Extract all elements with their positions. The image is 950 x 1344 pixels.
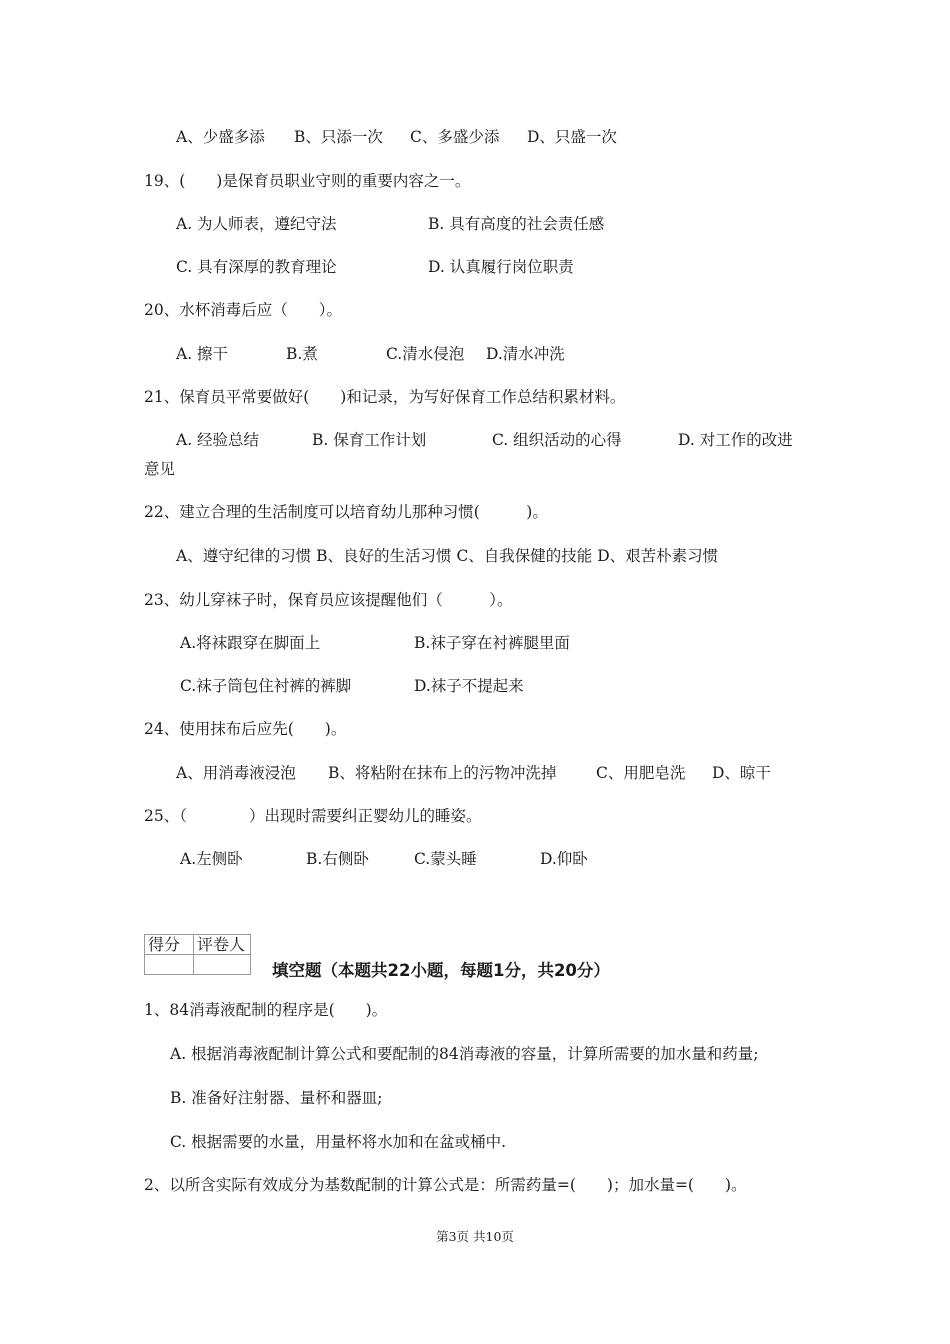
grader-cell (194, 955, 251, 975)
q18-option-c: C、多盛少添 (410, 128, 500, 146)
q25-stem: 25、（ ）出现时需要纠正婴幼儿的睡姿。 (144, 807, 482, 825)
q23-option-a: A.将袜跟穿在脚面上 (180, 634, 321, 652)
q23-stem: 23、幼儿穿袜子时，保育员应该提醒他们（ ）。 (144, 591, 513, 609)
q23-option-c: C.袜子筒包住衬裤的裤脚 (180, 677, 352, 695)
f1-step-c: C. 根据需要的水量，用量杯将水加和在盆或桶中. (170, 1133, 507, 1151)
q24-stem: 24、使用抹布后应先( )。 (144, 720, 347, 738)
q25-option-a: A.左侧卧 (180, 850, 243, 868)
q24-option-c: C、用肥皂洗 (596, 764, 686, 782)
score-header: 得分 (145, 935, 194, 955)
q19-option-a: A. 为人师表，遵纪守法 (176, 215, 337, 233)
q21-option-d-wrap: 意见 (144, 460, 176, 478)
q25-option-d: D.仰卧 (540, 850, 588, 868)
section-title: 填空题（本题共22小题，每题1分，共20分） (272, 961, 610, 980)
score-table (144, 934, 251, 975)
q19-option-d: D. 认真履行岗位职责 (428, 258, 574, 276)
q20-option-a: A. 擦干 (176, 345, 229, 363)
q23-option-d: D.袜子不提起来 (414, 677, 524, 695)
q18-option-b: B、只添一次 (294, 128, 383, 146)
grader-header: 评卷人 (194, 935, 251, 955)
q19-stem: 19、( )是保育员职业守则的重要内容之一。 (144, 172, 471, 190)
q23-option-b: B.袜子穿在衬裤腿里面 (414, 634, 570, 652)
f1-step-a: A. 根据消毒液配制计算公式和要配制的84消毒液的容量，计算所需要的加水量和药量; (170, 1045, 759, 1063)
q19-option-c: C. 具有深厚的教育理论 (176, 258, 337, 276)
f1-step-b: B. 准备好注射器、量杯和器皿; (170, 1089, 383, 1107)
q22-options: A、遵守纪律的习惯 B、良好的生活习惯 C、自我保健的技能 D、艰苦朴素习惯 (176, 547, 719, 565)
q20-option-d: D.清水冲洗 (486, 345, 565, 363)
q24-option-d: D、晾干 (712, 764, 771, 782)
q18-option-a: A、少盛多添 (176, 128, 265, 146)
q21-option-b: B. 保育工作计划 (312, 431, 427, 449)
q25-option-c: C.蒙头睡 (414, 850, 477, 868)
q20-stem: 20、水杯消毒后应（ ）。 (144, 301, 342, 319)
q21-option-c: C. 组织活动的心得 (492, 431, 622, 449)
q24-option-a: A、用消毒液浸泡 (176, 764, 296, 782)
f1-stem: 1、84消毒液配制的程序是( )。 (144, 1001, 388, 1019)
q19-option-b: B. 具有高度的社会责任感 (428, 215, 605, 233)
q24-option-b: B、将粘附在抹布上的污物冲洗掉 (328, 764, 557, 782)
f2-stem: 2、以所含实际有效成分为基数配制的计算公式是：所需药量=( )；加水量=( )。 (144, 1176, 747, 1194)
q21-stem: 21、保育员平常要做好( )和记录，为写好保育工作总结积累材料。 (144, 388, 626, 406)
q21-option-d: D. 对工作的改进 (678, 431, 793, 449)
page-number: 第3页 共10页 (436, 1229, 514, 1244)
q25-option-b: B.右侧卧 (306, 850, 369, 868)
q18-option-d: D、只盛一次 (527, 128, 617, 146)
q21-option-a: A. 经验总结 (176, 431, 260, 449)
score-cell (145, 955, 194, 975)
q22-stem: 22、建立合理的生活制度可以培育幼儿那种习惯( )。 (144, 503, 548, 521)
q20-option-b: B.煮 (286, 345, 318, 363)
q20-option-c: C.清水侵泡 (386, 345, 465, 363)
